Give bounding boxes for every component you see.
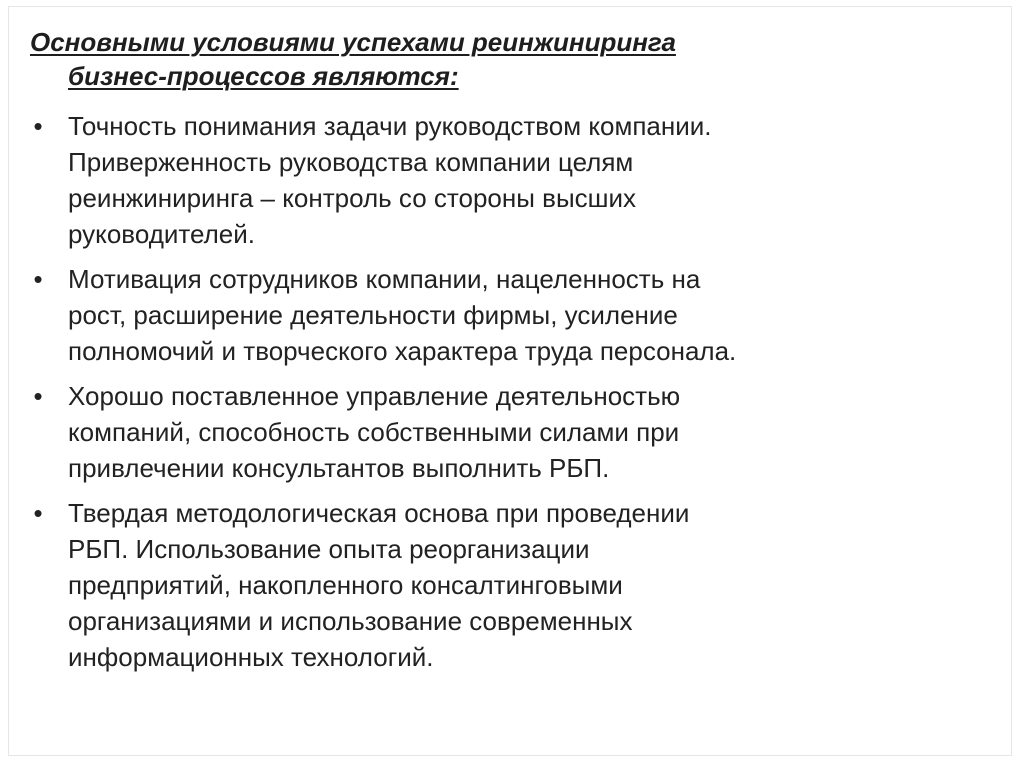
bullet-line: реинжиниринга – контроль со стороны высших <box>68 183 637 213</box>
bullet-item-2 <box>26 261 986 369</box>
bullet-icon: • <box>33 111 43 141</box>
bullet-line: Точность понимания задачи руководством компании. <box>68 111 712 141</box>
bullet-line: компаний, способность собственными силами при <box>68 417 680 447</box>
bullet-line: руководителей. <box>68 219 255 249</box>
bullet-line: Твердая методологическая основа при проведении <box>68 498 690 528</box>
bullet-icon: • <box>33 264 43 294</box>
bullet-icon: • <box>33 498 43 528</box>
heading-line-1: Основными условиями успехами реинжиниринга <box>30 27 676 57</box>
bullet-line: полномочий и творческого характера труда персонала. <box>68 336 737 366</box>
bullet-line: организациями и использование современных <box>68 606 633 636</box>
bullet-line: информационных технологий. <box>68 642 434 672</box>
bullet-icon: • <box>33 381 43 411</box>
heading-line-2: бизнес-процессов являются: <box>68 61 459 91</box>
bullet-line: предприятий, накопленного консалтинговыми <box>68 570 623 600</box>
slide-heading <box>30 25 990 93</box>
bullet-line: Хорошо поставленное управление деятельностью <box>68 381 681 411</box>
bullet-item-4 <box>26 495 986 675</box>
bullet-line: рост, расширение деятельности фирмы, усиление <box>68 300 678 330</box>
bullet-line: РБП. Использование опыта реорганизации <box>68 534 590 564</box>
bullet-item-3 <box>26 378 986 486</box>
bullet-list <box>26 108 986 684</box>
bullet-line: Мотивация сотрудников компании, нацеленность на <box>68 264 701 294</box>
bullet-item-1 <box>26 108 986 252</box>
bullet-line: Приверженность руководства компании целям <box>68 147 634 177</box>
bullet-line: привлечении консультантов выполнить РБП. <box>68 453 610 483</box>
